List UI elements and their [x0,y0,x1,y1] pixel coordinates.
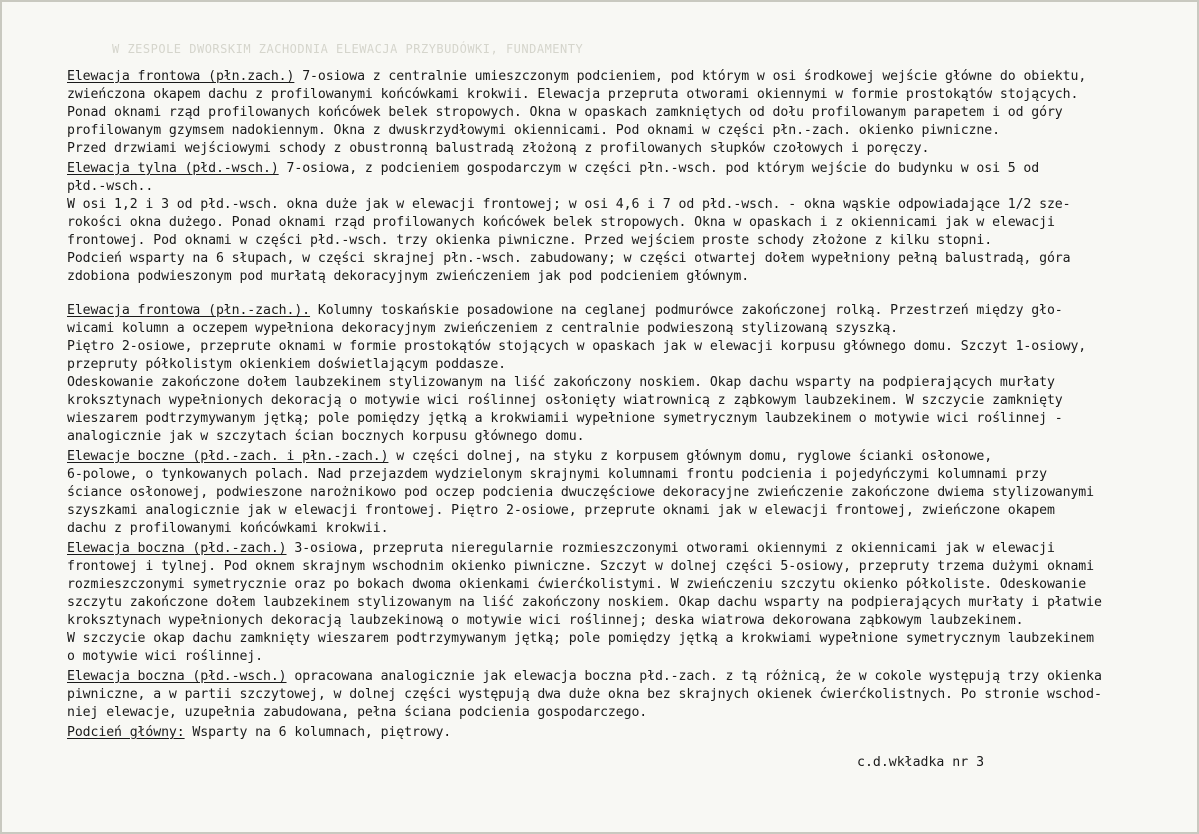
section-text: 7-osiowa z centralnie umieszczonym podcieniem, pod którym w osi środkowej wejście główne do obiektu, zwieńczona okapem dachu z profilowanymi końcówkami krokwii. Elewacja przepruta otworami okiennymi w formie prostokątów stojących. Ponad oknami rząd profilowanych końcówek belek stropowych. Okna w opaskach zamkniętych od dołu profilowanym parapetem i od góry profilowanym gzymsem nadokiennym. Okna z dwuskrzydłowymi okiennicami. Pod oknami w części płn.-zach. okienko piwniczne. Przed drzwiami wejściowymi schody z obustronną balustradą złożoną z profilowanych słupków czołowych i poręczy. [67,69,1087,156]
section-side-elevations [67,448,1177,538]
document-body [67,68,1177,744]
section-main-porch [67,724,1177,742]
section-heading: Elewacja boczna (płd.-zach.) [67,541,287,556]
section-rear-elevation [67,160,1177,286]
section-heading: Elewacja boczna (płd.-wsch.) [67,669,287,684]
continuation-note: c.d.wkładka nr 3 [857,755,985,770]
section-porch-front-elevation [67,302,1177,446]
section-side-elevation-se [67,668,1177,722]
section-text: Wsparty na 6 kolumnach, piętrowy. [184,725,452,740]
section-side-elevation-sw [67,540,1177,666]
section-heading: Elewacja tylna (płd.-wsch.) [67,161,279,176]
section-text: 3-osiowa, przepruta nieregularnie rozmieszczonymi otworami okiennymi z okiennicami jak w elewacji frontowej i tylnej. Pod oknem skrajnym wschodnim okienko piwniczne. Szczyt w dolnej części 5-osiowy, przepruty trzema dużymi oknami rozmieszczonymi symetrycznie oraz po bokach dwoma okienkami ćwierćkolistymi. W zwieńczeniu szczytu okienko półkoliste. Odeskowanie szczytu zakończone dołem laubzekinem stylizowanym na liść zakończony noskiem. Okap dachu wsparty na podpierających murłaty i płatwie kroksztynach wypełnionych dekoracją laubzekinową o motywie wici roślinnej; deska wiatrowa dekorowana ząbkowym laubzekinem. W szczycie okap dachu zamknięty wieszarem podtrzymywanym jętką; pole pomiędzy jętką a krokwiami wypełnione symetrycznym laubzekinem o motywie wici roślinnej. [67,541,1102,664]
section-text: opracowana analogicznie jak elewacja boczna płd.-zach. z tą różnicą, że w cokole występują trzy okienka piwniczne, a w partii szczytowej, w dolnej części występują dwa duże okna bez skrajnych okienek ćwierćkolistnych. Po stronie wschod- niej elewacje, uzupełnia zabudowana, pełna ściana podcienia gospodarczego. [67,669,1102,720]
bleed-through-text: W ZESPOLE DWORSKIM ZACHODNIA ELEWACJA PRZYBUDÓWKI, FUNDAMENTY [112,42,584,56]
section-heading: Podcień główny: [67,725,185,740]
section-heading: Elewacja frontowa (płn.zach.) [67,69,295,84]
section-front-elevation [67,68,1177,158]
section-heading: Elewacje boczne (płd.-zach. i płn.-zach.) [67,449,389,464]
section-text: w części dolnej, na styku z korpusem głównym domu, ryglowe ścianki osłonowe, 6-polowe, o tynkowanych polach. Nad przejazdem wydzielonym skrajnymi kolumnami frontu podcienia i pojedyńczymi kolumnami przy ściance osłonowej, podwieszone narożnikowo pod oczep podcienia dwuczęściowe dekoracyjne zwieńczenie zakończone dwiema stylizowanymi szyszkami analogicznie jak w elewacji frontowej. Piętro 2-osiowe, przeprute oknami jak w elewacji frontowej, zwieńczone okapem dachu z profilowanymi końcówkami krokwii. [67,449,1094,536]
section-text: 7-osiowa, z podcieniem gospodarczym w części płn.-wsch. pod którym wejście do budynku w osi 5 od płd.-wsch.. W osi 1,2 i 3 od płd.-wsch. okna duże jak w elewacji frontowej; w osi 4,6 i 7 od płd.-wsch. - okna wąskie odpowiadające 1/2 sze- rokości okna dużego. Ponad oknami rząd profilowanych końcówek belek stropowych. Okna w opaskach i z okiennicami jak w elewacji frontowej. Pod oknami w części płd.-wsch. trzy okienka piwniczne. Przed wejściem proste schody złożone z kilku stopni. Podcień wsparty na 6 słupach, w części skrajnej płn.-wsch. zabudowany; w części otwartej dołem wypełniony pełną balustradą, góra zdobiona podwieszonym pod murłatą dekoracyjnym zwieńczeniem jak pod podcieniem głównym. [67,161,1071,284]
section-heading: Elewacja frontowa (płn.-zach.). [67,303,311,318]
section-text: Kolumny toskańskie posadowione na ceglanej podmurówce zakończonej rolką. Przestrzeń między gło- wicami kolumn a oczepem wypełniona dekoracyjnym zwieńczeniem z centralnie podwieszoną stylizowaną szyszką. Piętro 2-osiowe, przeprute oknami w formie prostokątów stojących w opaskach jak w elewacji korpusu głównego domu. Szczyt 1-osiowy, przepruty półkolistym okienkiem doświetlającym poddasze. Odeskowanie zakończone dołem laubzekinem stylizowanym na liść zakończony noskiem. Okap dachu wsparty na podpierających murłaty kroksztynach wypełnionych dekoracją o motywie wici roślinnej osłonięty wiatrownicą z ząbkowym laubzekinem. W szczycie zamknięty wieszarem podtrzymywanym jętką; pole pomiędzy jętką a krokwiamii wypełnione symetrycznym laubzekinem o motywie wici roślinnej - analogicznie jak w szczytach ścian bocznych korpusu głównego domu. [67,303,1087,444]
